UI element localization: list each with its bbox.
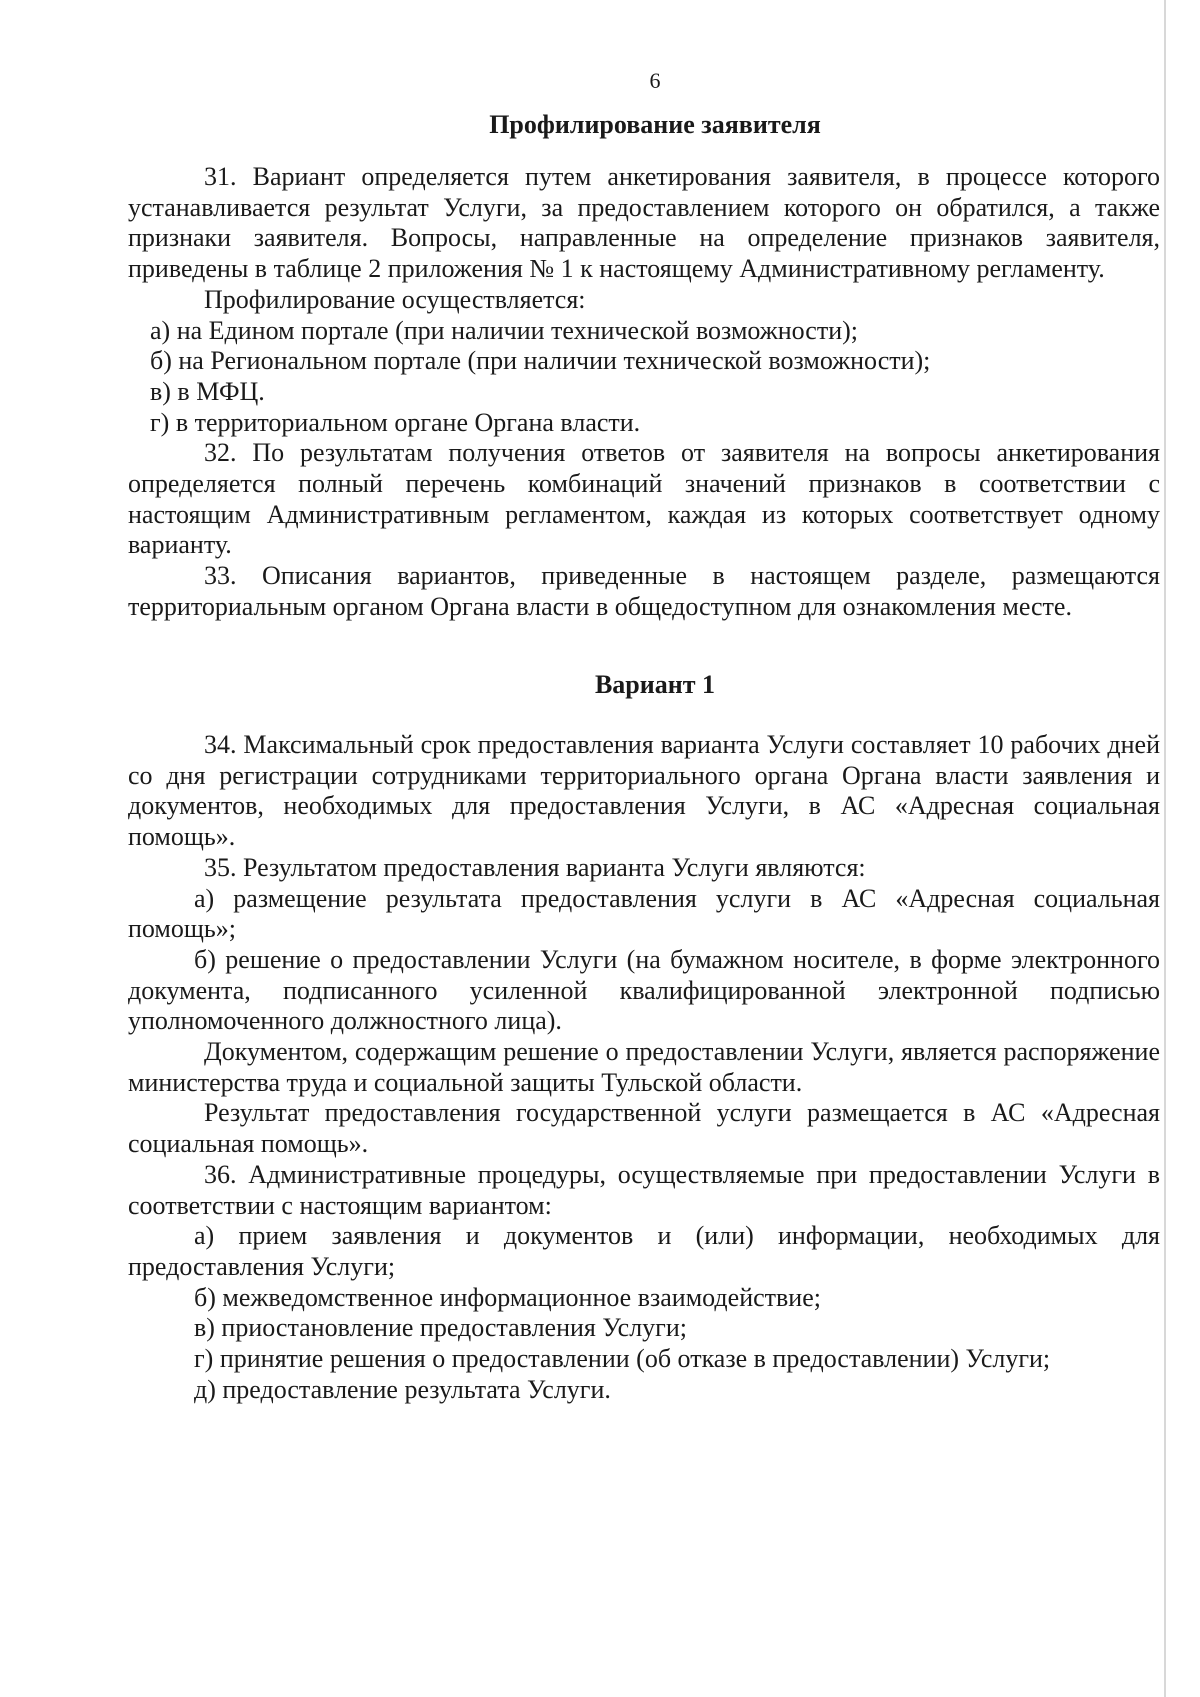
paragraph-36-d: д) предоставление результата Услуги.: [194, 1374, 611, 1404]
section-body-profiling: [128, 162, 1160, 623]
paragraph-33: 33. Описания вариантов, приведенные в настоящем разделе, размещаются территориальным органом Органа власти в общедоступном для ознакомления месте.: [128, 561, 1160, 621]
paragraph-36-a: а) прием заявления и документов и (или) информации, необходимых для предоставления Услуги;: [128, 1221, 1160, 1281]
list-item-a: а) на Едином портале (при наличии технической возможности);: [150, 315, 858, 345]
paragraph-35-a: а) размещение результата предоставления услуги в АС «Адресная социальная помощь»;: [128, 883, 1160, 944]
list-item-g: г) в территориальном органе Органа власти.: [150, 407, 641, 437]
page-number: 6: [649, 68, 661, 93]
paragraph-36-b: б) межведомственное информационное взаимодействие;: [194, 1282, 821, 1312]
list-item-b: б) на Региональном портале (при наличии технической возможности);: [150, 346, 931, 376]
paragraph-35: 35. Результатом предоставления варианта Услуги являются:: [204, 852, 866, 882]
paragraph-36-g: г) принятие решения о предоставлении (об отказе в предоставлении) Услуги;: [194, 1344, 1051, 1374]
section-body-variant-1: [128, 730, 1160, 1405]
paragraph-31: 31. Вариант определяется путем анкетирования заявителя, в процессе которого устанавливается результат Услуги, за предоставлением которого он обратился, а также признаки заявителя. Вопросы, направленные на определение признаков заявителя, приведены в таблице 2 приложения № 1 к настоящему Административному регламенту.: [128, 162, 1160, 284]
paragraph-profiling-intro: Профилирование осуществляется:: [204, 284, 586, 314]
paragraph-32: 32. По результатам получения ответов от заявителя на вопросы анкетирования определяется полный перечень комбинаций значений признаков в соответствии с настоящим Административным регламентом, каждая из которых соответствует одному варианту.: [128, 438, 1160, 560]
paragraph-decision-document: Документом, содержащим решение о предоставлении Услуги, является распоряжение министерства труда и социальной защиты Тульской области.: [128, 1037, 1160, 1097]
paragraph-36-v: в) приостановление предоставления Услуги;: [194, 1313, 687, 1343]
section-heading-variant-1: Вариант 1: [594, 670, 716, 699]
section-heading-profiling: Профилирование заявителя: [489, 110, 821, 139]
paragraph-35-b: б) решение о предоставлении Услуги (на бумажном носителе, в форме электронного документа, подписанного усиленной квалифицированной электронной подписью уполномоченного должностного лица).: [128, 944, 1160, 1036]
paragraph-result-placement: Результат предоставления государственной услуги размещается в АС «Адресная социальная помощь».: [128, 1098, 1160, 1159]
scan-edge-line: [1164, 0, 1166, 1697]
paragraph-34: 34. Максимальный срок предоставления варианта Услуги составляет 10 рабочих дней со дня регистрации сотрудниками территориального органа Органа власти заявления и документов, необходимых для предоставления Услуги, в АС «Адресная социальная помощь».: [128, 730, 1160, 852]
list-item-v: в) в МФЦ.: [150, 376, 265, 406]
paragraph-36: 36. Административные процедуры, осуществляемые при предоставлении Услуги в соответствии с настоящим вариантом:: [128, 1159, 1160, 1220]
